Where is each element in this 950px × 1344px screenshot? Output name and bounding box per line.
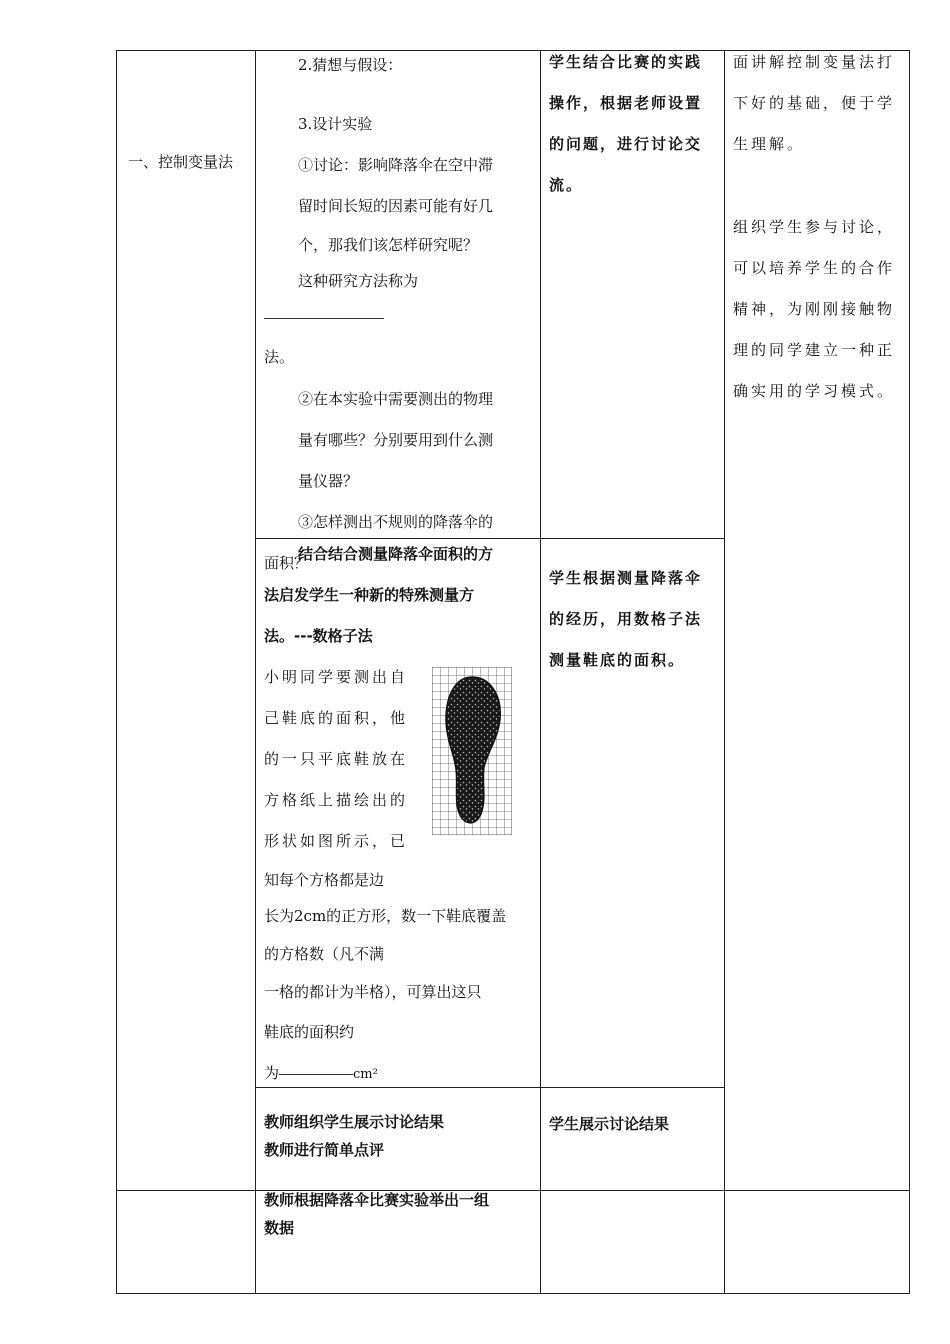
- table-border-right: [909, 50, 910, 1294]
- question2-line2: 量有哪些？分别要用到什么测: [298, 431, 494, 449]
- row2-text-line10: 鞋底的面积约: [264, 1023, 355, 1041]
- row3-student-line1: 学生展示讨论结果: [549, 1115, 670, 1133]
- row3-content-line1: 教师组织学生展示讨论结果: [264, 1113, 445, 1131]
- row2-text-line1: 小明同学要测出自: [264, 668, 409, 686]
- row2-answer-line: [264, 1054, 536, 1094]
- intent-line2: 下好的基础，便于学: [733, 94, 896, 112]
- row2-text-line8: 的方格数（凡不满: [264, 945, 385, 963]
- row2-text-line2: 己鞋底的面积，他: [264, 709, 409, 727]
- row2-text-line9: 一格的都计为半格），可算出这只: [264, 983, 482, 1001]
- answer-prefix: 为: [264, 1064, 280, 1082]
- section-title: 一、控制变量法: [128, 153, 234, 171]
- row2-text-line3: 的一只平底鞋放在: [264, 750, 409, 768]
- row1-student-line3: 的问题，进行讨论交: [549, 135, 703, 153]
- area-unit: cm²: [353, 1067, 378, 1082]
- intent-column: [733, 42, 909, 412]
- intent-line3: 生理解。: [733, 135, 806, 153]
- table-border-bottom: [116, 1293, 910, 1294]
- row2-student-line2: 的经历，用数格子法: [549, 610, 703, 628]
- area-answer-blank[interactable]: [279, 1073, 353, 1075]
- row2-text-line6: 知每个方格都是边: [264, 871, 385, 889]
- column-divider-1: [255, 50, 256, 1294]
- row3-student: [549, 1110, 724, 1138]
- row2-student-line3: 测量鞋底的面积。: [549, 651, 686, 669]
- column-divider-2: [540, 50, 541, 1294]
- row2-text-line5: 形状如图所示，已: [264, 832, 409, 850]
- row1-student-line2: 操作，根据老师设置: [549, 94, 703, 112]
- row4-content: [264, 1186, 536, 1242]
- question2-line3: 量仪器？: [298, 472, 359, 490]
- method-prefix: 这种研究方法称为: [298, 272, 419, 290]
- intent-line1: 面讲解控制变量法打: [733, 53, 896, 71]
- intent-line4: 组织学生参与讨论，: [733, 218, 896, 236]
- row4-content-line2: 数据: [264, 1219, 295, 1237]
- row1-student-line4: 流。: [549, 176, 584, 194]
- row2-student-line1: 学生根据测量降落伞: [549, 569, 703, 587]
- row2-heading-line3: 法。---数格子法: [264, 627, 373, 645]
- method-suffix: 法。: [264, 348, 295, 366]
- table-border-left: [116, 50, 117, 1294]
- row1-student-line1: 学生结合比赛的实践: [549, 53, 703, 71]
- row4-content-line1: 教师根据降落伞比赛实验举出一组: [264, 1191, 490, 1209]
- row3-content: [264, 1108, 536, 1164]
- row1-student: [549, 42, 724, 206]
- row1-content: [264, 45, 534, 584]
- method-question: [264, 263, 534, 335]
- row2-student: [549, 558, 724, 681]
- column-divider-3: [724, 50, 725, 1294]
- shoe-sole-grid-figure: [432, 667, 512, 835]
- row2-heading-line1: 结合结合测量降落伞面积的方: [298, 545, 494, 563]
- question3-line2: 面积？: [264, 554, 310, 572]
- question3-line1: ③怎样测出不规则的降落伞的: [298, 513, 494, 531]
- question1-line2: 留时间长短的因素可能有好几: [298, 197, 494, 215]
- intent-line7: 理的同学建立一种正: [733, 341, 896, 359]
- intent-line6: 精神，为刚刚接触物: [733, 300, 896, 318]
- row2-heading-line2: 法启发学生一种新的特殊测量方: [264, 586, 475, 604]
- question1-line3: 个，那我们该怎样研究呢？: [298, 236, 479, 254]
- intent-line5: 可以培养学生的合作: [733, 259, 896, 277]
- row3-content-line2: 教师进行简单点评: [264, 1141, 385, 1159]
- row2-text-line7: 长为2cm的正方形，数一下鞋底覆盖: [264, 907, 507, 925]
- method-answer-blank[interactable]: [264, 317, 384, 319]
- intent-line8: 确实用的学习模式。: [733, 382, 896, 400]
- question2-line1: ②在本实验中需要测出的物理: [298, 390, 494, 408]
- question1-line1: ①讨论：影响降落伞在空中滞: [298, 156, 494, 174]
- step3-text: 3.设计实验: [298, 115, 373, 133]
- row2-text-line4: 方格纸上描绘出的: [264, 791, 409, 809]
- step2-text: 2.猜想与假设：: [298, 56, 403, 74]
